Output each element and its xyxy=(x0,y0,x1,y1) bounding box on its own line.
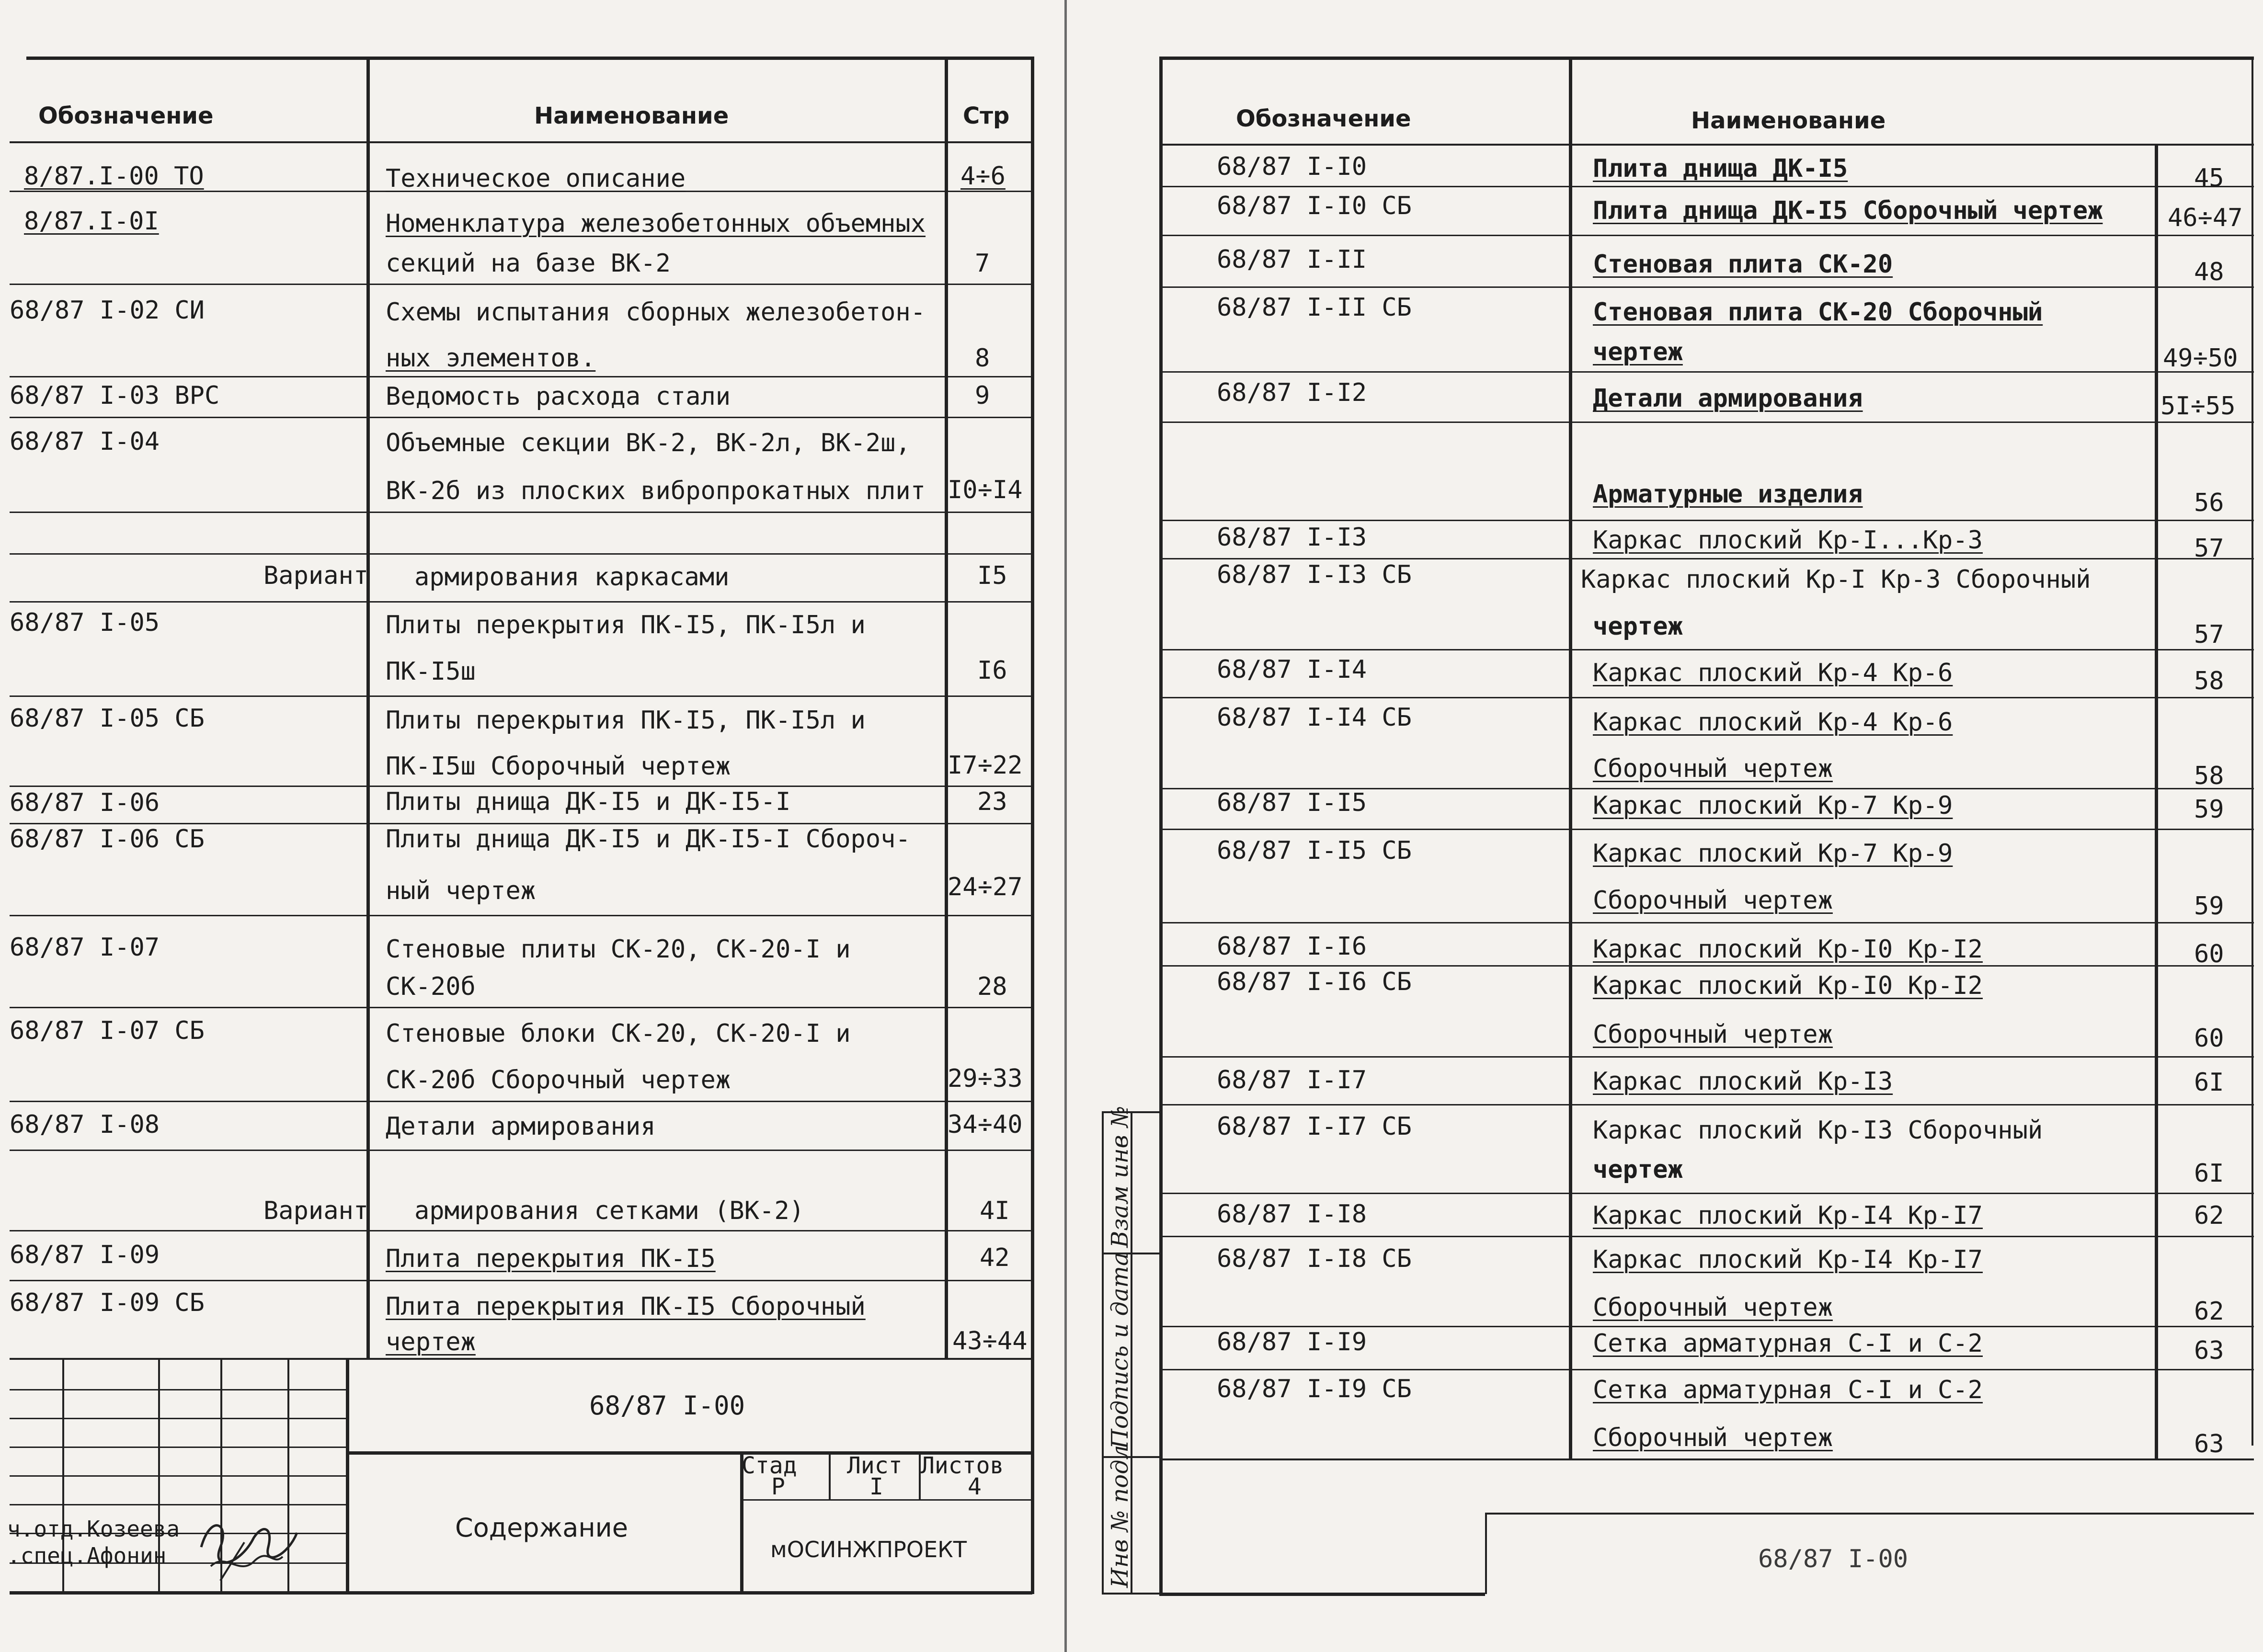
header-bottom-border xyxy=(10,141,1032,143)
stamp-title: Содержание xyxy=(455,1513,628,1543)
row-name-line2: ПК-I5ш xyxy=(386,657,476,686)
stamp-row xyxy=(10,1389,347,1390)
row-name: Плита днища ДК-I5 Сборочный чертеж xyxy=(1593,196,2103,225)
row-name: Стеновые плиты СК-20, СК-20-I и xyxy=(386,935,851,964)
row-divider xyxy=(1159,520,2254,521)
row-name: Плита днища ДК-I5 xyxy=(1593,154,1848,183)
row-page: 6I xyxy=(2194,1068,2224,1097)
stamp-left-border xyxy=(1485,1513,1487,1594)
row-page: 28 xyxy=(977,972,1007,1001)
stamp-person-2: .спец.Афонин xyxy=(7,1543,167,1569)
row-name: Каркас плоский Кр-I Кр-3 Сборочный xyxy=(1581,565,2091,594)
row-divider xyxy=(10,786,1032,787)
row-divider xyxy=(10,553,1032,555)
row-page: 59 xyxy=(2194,892,2224,921)
row-divider xyxy=(1159,1326,2254,1327)
row-page: 46÷47 xyxy=(2168,204,2243,232)
row-divider xyxy=(10,915,1032,916)
binding-label-replacement: Взам инв № xyxy=(1107,1105,1133,1248)
row-divider xyxy=(10,695,1032,697)
row-page: 63 xyxy=(2194,1430,2224,1458)
row-name: Каркас плоский Кр-I3 Сборочный xyxy=(1593,1116,2043,1145)
stamp-divider xyxy=(829,1451,831,1499)
stamp-row xyxy=(10,1447,347,1448)
row-page: 57 xyxy=(2194,534,2224,563)
stamp-row xyxy=(10,1418,347,1419)
stamp-organization: мОСИНЖПРОЕКТ xyxy=(770,1537,967,1562)
row-divider xyxy=(1159,235,2254,236)
row-name: Ведомость расхода стали xyxy=(386,382,731,411)
row-name-line2: чертеж xyxy=(1593,1155,1683,1184)
row-divider xyxy=(1159,697,2254,698)
row-name-line2: чертеж xyxy=(386,1328,476,1356)
row-page: 24÷27 xyxy=(948,873,1023,901)
stamp-sheets: 4 xyxy=(968,1473,982,1500)
row-divider xyxy=(10,1150,1032,1151)
row-page: I0÷I4 xyxy=(948,476,1023,504)
row-page: 49÷50 xyxy=(2163,344,2238,373)
stamp-doc-code: 68/87 I-00 xyxy=(1758,1545,1909,1573)
row-divider xyxy=(1159,1193,2254,1194)
row-divider xyxy=(10,376,1032,377)
row-name: Схемы испытания сборных железобетон- xyxy=(386,298,926,327)
row-name: Плиты днища ДК-I5 и ДК-I5-I xyxy=(386,787,791,816)
row-divider xyxy=(10,1101,1032,1102)
stamp-sheets-label: Листов xyxy=(921,1452,1004,1479)
row-name-line2: секций на базе ВК-2 xyxy=(386,249,671,278)
row-name: Плита перекрытия ПК-I5 Сборочный xyxy=(386,1292,866,1321)
stamp-sheet-label: Лист xyxy=(847,1452,903,1479)
row-page: 56 xyxy=(2194,489,2224,517)
row-code: 68/87 I-I9 xyxy=(1217,1328,1367,1356)
row-name: Детали армирования xyxy=(386,1112,656,1141)
code-column-divider xyxy=(366,57,370,1359)
row-code: 68/87 I-I5 xyxy=(1217,788,1367,817)
row-page: 43÷44 xyxy=(952,1327,1028,1356)
right-frame-border xyxy=(2252,57,2253,1446)
row-name: Плиты днища ДК-I5 и ДК-I5-I Сбороч- xyxy=(386,825,911,854)
row-page: 62 xyxy=(2194,1201,2224,1230)
row-code: 68/87 I-I7 xyxy=(1217,1066,1367,1094)
row-name-line2: ных элементов. xyxy=(386,344,596,373)
row-name: Детали армирования xyxy=(1593,384,1863,413)
row-divider xyxy=(10,284,1032,285)
row-divider xyxy=(1159,649,2254,650)
row-page: I5 xyxy=(977,561,1007,590)
row-name: Каркас плоский Кр-I0 Кр-I2 xyxy=(1593,971,1983,1000)
row-page: 57 xyxy=(2194,620,2224,649)
row-divider xyxy=(1159,922,2254,923)
row-divider xyxy=(1159,829,2254,830)
row-name-line2: Сборочный чертеж xyxy=(1593,1293,1833,1322)
section-variant-title: армирования сетками (ВК-2) xyxy=(414,1196,804,1225)
row-name: Каркас плоский Кр-I...Кр-3 xyxy=(1593,526,1983,555)
code-column-divider xyxy=(1569,57,1572,1460)
page-fold xyxy=(1064,0,1067,1652)
row-name: Каркас плоский Кр-7 Кр-9 xyxy=(1593,791,1953,820)
row-name-line2: СК-20б Сборочный чертеж xyxy=(386,1066,731,1094)
row-page: 29÷33 xyxy=(948,1064,1023,1093)
row-name: Объемные секции ВК-2, ВК-2л, ВК-2ш, xyxy=(386,429,911,457)
header-page: Стр xyxy=(963,103,1010,129)
row-name: Каркас плоский Кр-I4 Кр-I7 xyxy=(1593,1245,1983,1274)
row-divider xyxy=(1159,371,2254,373)
row-page: 45 xyxy=(2194,164,2224,193)
header-name: Наименование xyxy=(534,103,729,129)
row-name: Каркас плоский Кр-7 Кр-9 xyxy=(1593,839,1953,868)
row-name: Стеновая плита СК-20 Сборочный xyxy=(1593,298,2043,327)
frame-bottom-border xyxy=(1159,1593,1485,1596)
stamp-stage: Р xyxy=(771,1473,785,1500)
row-code: 68/87 I-04 xyxy=(10,427,160,456)
row-name-line2: Сборочный чертеж xyxy=(1593,754,1833,783)
row-code: 68/87 I-09 xyxy=(10,1241,160,1269)
row-code: 68/87 I-I0 СБ xyxy=(1217,192,1412,220)
row-name-line2: Сборочный чертеж xyxy=(1593,886,1833,915)
signature-mark xyxy=(192,1494,302,1590)
row-name: Каркас плоский Кр-I4 Кр-I7 xyxy=(1593,1201,1983,1230)
row-page: 8 xyxy=(975,344,990,373)
row-name-line2: Сборочный чертеж xyxy=(1593,1020,1833,1049)
row-page: 58 xyxy=(2194,667,2224,695)
row-name: Плиты перекрытия ПК-I5, ПК-I5л и xyxy=(386,706,866,735)
binding-label-inventory: Инв № подл xyxy=(1107,1445,1133,1588)
table-bottom-border xyxy=(10,1358,1032,1360)
binding-label-signature: Подпись и дата xyxy=(1107,1252,1133,1449)
table-top-border xyxy=(26,57,1032,60)
table-top-border xyxy=(1159,57,2254,60)
row-name-line2: ПК-I5ш Сборочный чертеж xyxy=(386,752,731,781)
row-page: 60 xyxy=(2194,940,2224,968)
row-divider xyxy=(1159,965,2254,967)
row-name: Каркас плоский Кр-4 Кр-6 xyxy=(1593,708,1953,737)
row-divider xyxy=(1159,558,2254,559)
row-name: Сетка арматурная С-I и С-2 xyxy=(1593,1376,1983,1404)
binding-strip-border xyxy=(1102,1111,1104,1594)
row-name: Плиты перекрытия ПК-I5, ПК-I5л и xyxy=(386,611,866,639)
row-code: 68/87 I-07 СБ xyxy=(10,1016,205,1045)
row-divider xyxy=(10,1007,1032,1008)
row-page: 42 xyxy=(980,1243,1010,1272)
section-variant-label: Вариант xyxy=(263,1196,369,1225)
row-divider xyxy=(1159,1056,2254,1058)
row-page: 4÷6 xyxy=(960,162,1006,191)
row-page: 60 xyxy=(2194,1024,2224,1053)
row-code: 68/87 I-07 xyxy=(10,933,160,962)
row-divider xyxy=(10,601,1032,603)
row-code: 68/87 I-05 СБ xyxy=(10,704,205,733)
stamp-stage-label: Стад xyxy=(742,1452,797,1479)
row-code: 68/87 I-06 xyxy=(10,788,160,817)
row-page: 6I xyxy=(2194,1159,2224,1188)
stamp-doc-code: 68/87 I-00 xyxy=(589,1390,745,1421)
row-code: 68/87 I-II СБ xyxy=(1217,293,1412,322)
row-name: Стеновая плита СК-20 xyxy=(1593,250,1893,279)
row-code: 68/87 I-I4 СБ xyxy=(1217,703,1412,732)
row-code: 8/87.I-0I xyxy=(24,207,159,236)
row-name: Номенклатура железобетонных объемных xyxy=(386,209,926,238)
header-code: Обозначение xyxy=(38,103,214,129)
row-name: Стеновые блоки СК-20, СК-20-I и xyxy=(386,1019,851,1048)
row-page: 62 xyxy=(2194,1297,2224,1326)
row-divider xyxy=(1159,422,2254,423)
row-page: 5I÷55 xyxy=(2160,392,2236,421)
row-name: Техническое описание xyxy=(386,164,686,193)
row-code: 68/87 I-09 СБ xyxy=(10,1288,205,1317)
frame-bottom-border xyxy=(10,1591,1032,1595)
row-divider xyxy=(10,823,1032,824)
row-name-line2: Сборочный чертеж xyxy=(1593,1424,1833,1452)
row-code: 68/87 I-I2 xyxy=(1217,378,1367,407)
row-code: 68/87 I-02 СИ xyxy=(10,296,205,325)
row-code: 68/87 I-I7 СБ xyxy=(1217,1112,1412,1141)
stamp-row xyxy=(10,1475,347,1477)
section-title: Арматурные изделия xyxy=(1593,480,1863,509)
row-code: 68/87 I-03 ВРС xyxy=(10,381,220,410)
row-name-line2: СК-20б xyxy=(386,972,476,1001)
row-name-line2: чертеж xyxy=(1593,338,1683,366)
row-name: Сетка арматурная С-I и С-2 xyxy=(1593,1329,1983,1358)
row-page: I7÷22 xyxy=(948,751,1023,780)
row-code: 68/87 I-II xyxy=(1217,245,1367,274)
row-name: Плита перекрытия ПК-I5 xyxy=(386,1244,716,1273)
row-page: 63 xyxy=(2194,1336,2224,1365)
stamp-sheet: I xyxy=(869,1473,883,1500)
row-page: 4I xyxy=(980,1196,1010,1225)
row-divider xyxy=(10,1230,1032,1231)
row-code: 68/87 I-05 xyxy=(10,608,160,637)
row-name: Каркас плоский Кр-4 Кр-6 xyxy=(1593,659,1953,687)
row-code: 68/87 I-I9 СБ xyxy=(1217,1375,1412,1403)
section-variant-title: армирования каркасами xyxy=(414,563,730,592)
page-column-divider xyxy=(2155,144,2158,1460)
row-page: 59 xyxy=(2194,795,2224,824)
row-divider xyxy=(1159,1369,2254,1370)
stamp-top-border xyxy=(1485,1513,2254,1515)
header-code: Обозначение xyxy=(1236,105,1411,132)
row-page: 9 xyxy=(975,381,990,410)
header-bottom-border xyxy=(1159,144,2254,146)
binding-strip-row xyxy=(1102,1593,1159,1595)
table-bottom-border xyxy=(1159,1458,2254,1460)
row-code: 68/87 I-I6 xyxy=(1217,932,1367,961)
row-divider xyxy=(1159,1236,2254,1237)
row-code: 68/87 I-I8 xyxy=(1217,1200,1367,1229)
row-name: Каркас плоский Кр-I3 xyxy=(1593,1067,1893,1096)
row-code: 68/87 I-06 СБ xyxy=(10,825,205,854)
row-divider xyxy=(1159,286,2254,288)
stamp-person-1: ч.отд.Козеева xyxy=(7,1516,180,1542)
row-page: 23 xyxy=(977,787,1007,816)
row-page: 48 xyxy=(2194,258,2224,286)
row-code: 68/87 I-I8 СБ xyxy=(1217,1244,1412,1273)
row-code: 68/87 I-I3 СБ xyxy=(1217,560,1412,589)
right-frame-border xyxy=(1031,57,1034,1594)
row-page: 34÷40 xyxy=(948,1110,1023,1139)
row-divider xyxy=(10,512,1032,513)
row-code: 68/87 I-I0 xyxy=(1217,152,1367,181)
row-name-line2: ный чертеж xyxy=(386,877,536,905)
row-page: 58 xyxy=(2194,762,2224,790)
row-page: I6 xyxy=(977,656,1007,685)
row-name: Каркас плоский Кр-I0 Кр-I2 xyxy=(1593,935,1983,964)
row-divider xyxy=(1159,1104,2254,1105)
section-variant-label: Вариант xyxy=(263,561,369,590)
row-code: 68/87 I-08 xyxy=(10,1110,160,1139)
row-divider xyxy=(10,417,1032,418)
row-code: 68/87 I-I4 xyxy=(1217,655,1367,684)
header-name: Наименование xyxy=(1691,107,1886,134)
row-name-line2: чертеж xyxy=(1593,612,1683,641)
row-code: 68/87 I-I3 xyxy=(1217,523,1367,552)
page-column-divider xyxy=(945,57,948,1359)
row-page: 7 xyxy=(975,249,990,278)
row-divider xyxy=(1159,186,2254,187)
row-code: 8/87.I-00 ТО xyxy=(24,162,204,191)
row-code: 68/87 I-I6 СБ xyxy=(1217,968,1412,996)
row-name-line2: ВК-2б из плоских вибропрокатных плит xyxy=(386,477,926,505)
row-code: 68/87 I-I5 СБ xyxy=(1217,836,1412,865)
row-divider xyxy=(10,1280,1032,1281)
